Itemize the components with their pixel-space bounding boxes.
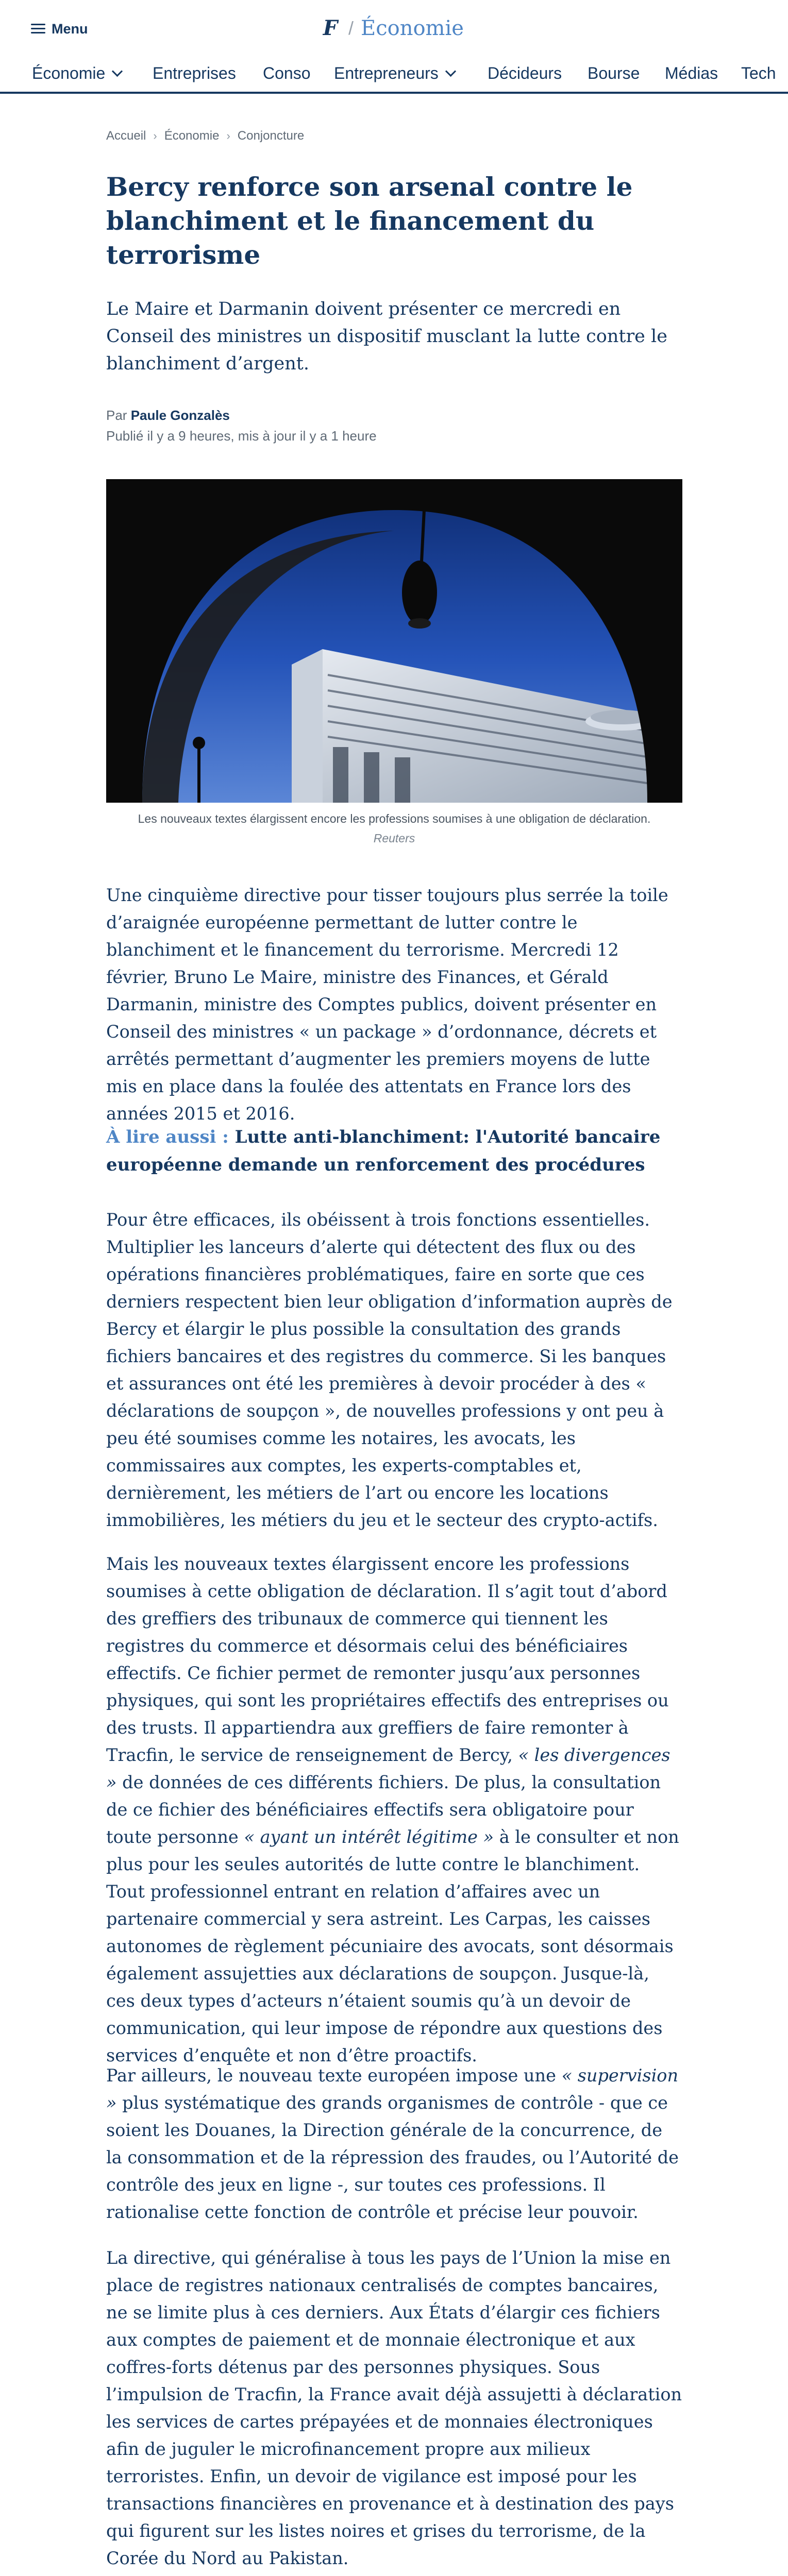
text-run: Mais les nouveaux textes élargissent encore les professions soumises à cette obligation de déclaration. Il s’agit tout d’abord des greffiers des tribunaux de commerce qui tiennent les registres du commerce et désormais celui des bénéficiaires effectifs. Ce fichier permet de remonter jusqu’aux personnes physiques, qui sont les propriétaires effectifs des entreprises ou des trusts. Il appartiendra aux greffiers de faire remonter à Tracfin, le service de renseignement de Bercy, xyxy=(106,1554,669,1765)
quote: « ayant un intérêt légitime » xyxy=(244,1827,494,1847)
chevron-right-icon: › xyxy=(153,129,157,142)
brand[interactable] xyxy=(320,15,464,41)
text-run: Par ailleurs, le nouveau texte européen impose une xyxy=(106,2065,556,2086)
nav-label: Entrepreneurs xyxy=(334,63,439,82)
section-nav xyxy=(0,57,788,94)
paragraph-4 xyxy=(106,2062,683,2226)
nav-item-economie[interactable] xyxy=(32,60,121,87)
nav-item-tech[interactable] xyxy=(741,60,776,87)
nav-label: Entreprises xyxy=(153,63,236,82)
paragraph-5: La directive, qui généralise à tous les pays de l’Union la mise en place de registres nationaux centralisés de comptes bancaires, ne se limite plus à ces derniers. Aux États d’élargir ces fichiers aux comptes de paiement et de monnaie électronique et aux coffres-forts détenus par des personnes physiques. Sous l’impulsion de Tracfin, la France avait déjà assujetti à déclaration les services de cartes prépayées et de monnaies électroniques afin de juguler le microfinancement propre aux milieux terroristes. Enfin, un devoir de vigilance est imposé pour les transactions financières en provenance et à destination des pays qui figurent sur les listes noires et grises du terrorisme, de la Corée du Nord au Pakistan. xyxy=(106,2248,682,2568)
ministry-building-photo xyxy=(106,479,682,803)
author-link[interactable]: Paule Gonzalès xyxy=(130,408,230,423)
breadcrumb-economie[interactable]: Économie xyxy=(164,129,220,143)
figaro-logo[interactable]: F xyxy=(323,16,338,40)
text-run: plus systématique des grands organismes de contrôle - que ce soient les Douanes, la Direction générale de la concurrence, de la consommation et de la répression des fraudes, ou l’Autorité de contrôle des jeux en ligne -, sur toutes ces professions. Il rationalise cette fonction de contrôle et précise leur pouvoir. xyxy=(106,2093,679,2222)
byline xyxy=(106,405,683,446)
nav-item-medias[interactable] xyxy=(665,60,718,87)
read-also xyxy=(106,1123,683,1179)
paragraph-3 xyxy=(106,1550,683,2069)
chevron-right-icon: › xyxy=(226,129,230,142)
site-header xyxy=(0,0,788,57)
nav-label: Médias xyxy=(665,63,718,82)
breadcrumb-home[interactable]: Accueil xyxy=(106,129,146,143)
text-run: de données de ces différents fichiers. De plus, la consultation de ce fichier des bénéficiaires effectifs sera obligatoire pour toute personne xyxy=(106,1772,661,1847)
nav-label: Tech xyxy=(741,63,776,82)
breadcrumb xyxy=(106,127,304,145)
chevron-down-icon xyxy=(445,65,456,76)
hamburger-icon xyxy=(31,24,45,34)
nav-item-entreprises[interactable] xyxy=(153,60,236,87)
article-standfirst: Le Maire et Darmanin doivent présenter ce mercredi en Conseil des ministres un dispositif musclant la lutte contre le blanchiment d’argent. xyxy=(106,299,667,374)
section-title[interactable]: Économie xyxy=(361,16,464,40)
quote: « supervision » xyxy=(106,2065,679,2113)
chevron-down-icon xyxy=(112,65,123,76)
menu-label: Menu xyxy=(52,21,88,37)
quote: « les divergences » xyxy=(106,1745,670,1792)
publish-date: Publié il y a 9 heures, mis à jour il y a 1 heure xyxy=(106,428,377,444)
text-run: à le consulter et non plus pour les seules autorités de lutte contre le blanchiment. Tout professionnel entrant en relation d’affaires avec un partenaire commercial y sera astreint. Les Carpas, les caisses autonomes de règlement pécuniaire des avocats, sont désormais également assujetties aux déclarations de soupçon. Jusque-là, ces deux types d’acteurs n’étaient soumis qu’à un devoir de communication, qui leur impose de répondre aux questions des services d’enquête et non d’être proactifs. xyxy=(106,1827,679,2065)
byline-prefix: Par xyxy=(106,408,127,423)
nav-label: Conso xyxy=(263,63,311,82)
nav-label: Économie xyxy=(32,63,106,82)
paragraph-1: Une cinquième directive pour tisser toujours plus serrée la toile d’araignée européenne permettant de lutter contre le blanchiment et le financement du terrorisme. Mercredi 12 février, Bruno Le Maire, ministre des Finances, et Gérald Darmanin, ministre des Comptes publics, doivent présenter en Conseil des ministres « un package » d’ordonnance, décrets et arrêtés permettant d’augmenter les premiers moyens de lutte mis en place dans la foulée des attentats en France lors des années 2015 et 2016. xyxy=(106,885,668,1124)
nav-item-decideurs[interactable] xyxy=(488,60,562,87)
brand-separator: / xyxy=(348,18,354,39)
paragraph-2: Pour être efficaces, ils obéissent à trois fonctions essentielles. Multiplier les lanceurs d’alerte qui détectent des flux ou des opérations financières problématiques, faire en sorte que ces derniers respectent bien leur obligation d’information auprès de Bercy et élargir le plus possible la consultation des grands fichiers bancaires et des registres du commerce. Si les banques et assurances ont été les premières à devoir procéder à des « déclarations de soupçon », de nouvelles professions y ont peu à peu été soumises comme les notaires, les avocats, les commissaires aux comptes, les experts-comptables et, dernièrement, les métiers de l’art ou encore les locations immobilières, les métiers du jeu et le secteur des crypto-actifs. xyxy=(106,1210,673,1530)
article-image xyxy=(106,479,682,803)
menu-button[interactable] xyxy=(31,20,88,38)
breadcrumb-conjoncture[interactable]: Conjoncture xyxy=(237,129,305,143)
read-also-label: À lire aussi : xyxy=(106,1127,229,1147)
nav-item-bourse[interactable] xyxy=(588,60,640,87)
image-credit: Reuters xyxy=(373,832,415,845)
article-title: Bercy renforce son arsenal contre le blanchiment et le financement du terrorisme xyxy=(106,172,633,270)
nav-item-entrepreneurs[interactable] xyxy=(334,60,455,87)
read-also-link[interactable]: Lutte anti-blanchiment: l'Autorité bancaire européenne demande un renforcement des procédures xyxy=(106,1127,661,1175)
nav-label: Décideurs xyxy=(488,63,562,82)
nav-label: Bourse xyxy=(588,63,640,82)
caption-text: Les nouveaux textes élargissent encore les professions soumises à une obligation de déclaration. xyxy=(138,812,651,825)
nav-item-conso[interactable] xyxy=(263,60,311,87)
image-caption xyxy=(106,809,682,848)
